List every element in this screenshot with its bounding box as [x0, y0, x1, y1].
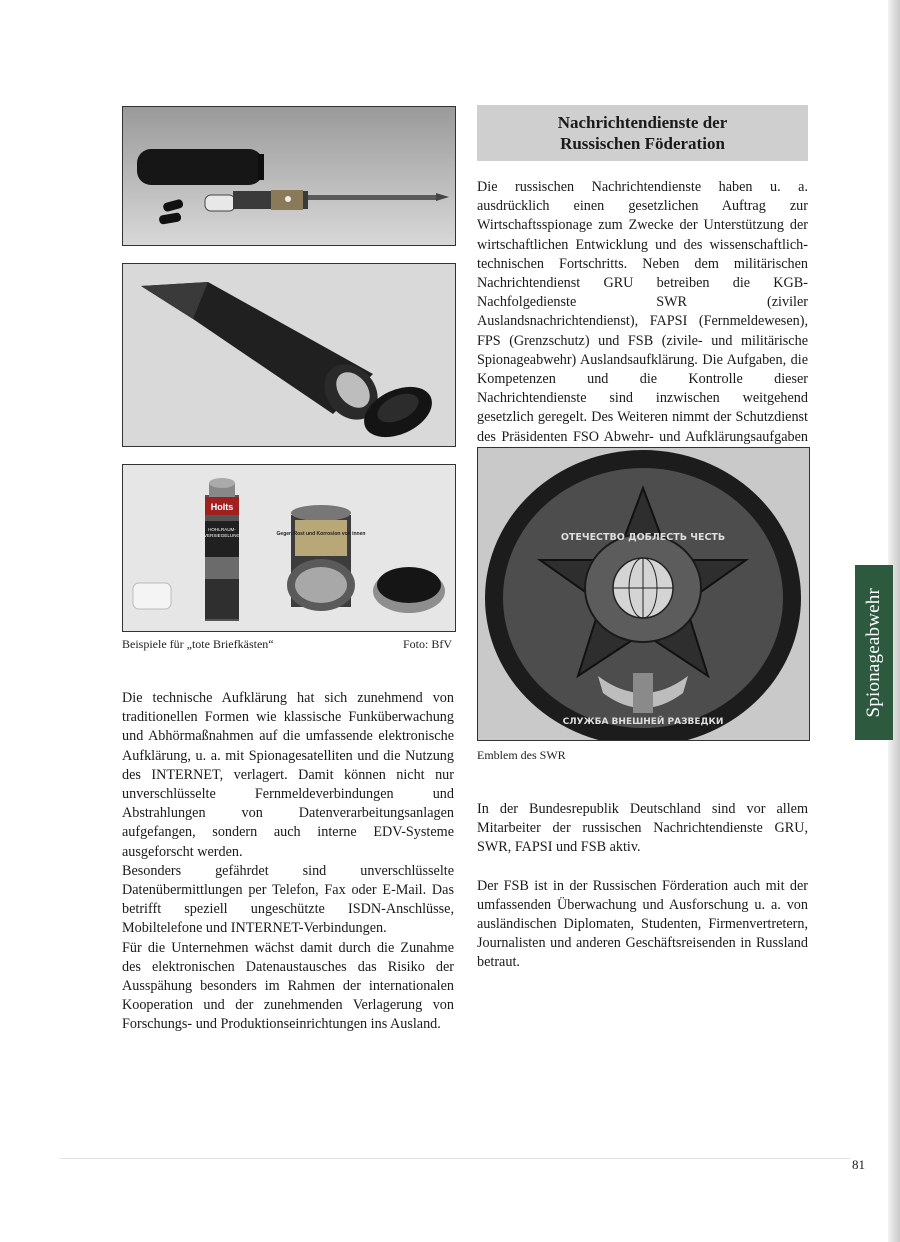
section-side-tab: [855, 565, 893, 740]
intro-paragraph: Die russischen Nachrichtendienste haben u. a. ausdrücklich einen gesetzlichen Auftrag zur Wirtschaftsspionage zum Zwecke der Unterstützung der wirtschaftlichen Entwicklung und des wissenschaftlich-technischen Fortschritts. Neben dem militärischen Nachrichtendienst GRU betreiben die KGB-Nachfolgedienste SWR (ziviler Auslandsnachrichtendienst), FAPSI (Fernmeldewesen), FPS (Grenzschutz) und FSB (zivile- und militärische Spionageabwehr) Auslandsaufklärung. Die Aufgaben, die Kompetenzen und die Kontrolle dieser Nachrichtendienste sind inzwischen weitgehend gesetzlich geregelt. Des Weiteren nimmt der Schutzdienst des Präsidenten FSO Abwehr- und Aufklärungsaufgaben: [477, 179, 808, 445]
page-number: 81: [852, 1157, 865, 1172]
emblem-inner-text: ОТЕЧЕСТВО ДОБЛЕСТЬ ЧЕСТЬ: [560, 532, 726, 543]
section-heading-line2: Russischen Föderation: [560, 134, 725, 153]
right-paragraph-1: In der Bundesrepublik Deutschland sind vor allem Mitarbeiter der russischen Nachrichtendienste GRU, SWR, FAPSI und FSB aktiv.: [477, 801, 808, 856]
left-paragraph-3: Für die Unternehmen wächst damit durch die Zunahme des elektronischen Datenaustausches das Risiko der Ausspähung besonders im Rahmen der internationalen Kooperation und der zunehmenden Verlagerung von Forschungs- und Produktionseinrichtungen ins Ausland.: [122, 939, 454, 1033]
footer-rule: [60, 1158, 850, 1159]
right-paragraph-2: Der FSB ist in der Russischen Förderation auch mit der umfassenden Überwachung und Ausforschung u. a. von ausländischen Diplomaten, Studenten, Firmenvertretern, Journalisten und anderen Geschäftsreisenden in Russland betraut.: [477, 877, 808, 971]
section-heading-box: [477, 105, 808, 161]
left-paragraph-1: Die technische Aufklärung hat sich zunehmend von traditionellen Formen wie klassische Funküberwachung und Abhörmaßnahmen auf die umfassende elektronische Aufklärung, u. a. mit Spionagesatelliten und die Nutzung des INTERNET, verlagert. Damit können nicht nur unverschlüsselte Fernmeldeverbindungen und Abstrahlungen von Datenverarbeitungsanlagen aufgefangen, sondern auch interne EDV-Systeme ausgeforscht werden.: [122, 690, 454, 860]
photo-spike-container: [122, 263, 456, 447]
photo-credit: Foto: BfV: [403, 637, 453, 651]
dead-drops-illustration: [123, 465, 455, 631]
tin-label-text: Gegen Rost und Korrosion von innen: [276, 531, 366, 537]
photo-emblem-container: [477, 447, 810, 741]
emblem-caption: Emblem des SWR: [477, 748, 566, 762]
left-column-text: [122, 689, 454, 1035]
screwdriver-illustration: [123, 107, 455, 245]
section-side-tab-label: Spionageabwehr: [863, 587, 884, 718]
photo-caption: Beispiele für „tote Briefkästen“: [122, 637, 274, 651]
spike-illustration: [123, 264, 455, 446]
emblem-outer-text: СЛУЖБА ВНЕШНЕЙ РАЗВЕДКИ: [562, 717, 724, 727]
right-column-text: [477, 800, 808, 973]
can-product-line1: HOHLRAUM-: [208, 527, 236, 532]
can-product-line2: VERSIEGELUNG: [203, 533, 241, 538]
section-heading-line1: Nachrichtendienste der: [557, 113, 728, 132]
photo-screwdriver-container: [122, 106, 456, 246]
swr-emblem-illustration: [478, 448, 809, 740]
left-paragraph-2: Besonders gefährdet sind unverschlüsselte Datenübermittlungen per Telefon, Fax oder E-Mail. Das betrifft speziell ungeschützte ISDN-Anschlüsse, Mobiltelefone und INTERNET-Verbindungen.: [122, 862, 454, 937]
can-brand-label: Holts: [210, 502, 234, 512]
photo-dead-drops-container: [122, 464, 456, 632]
